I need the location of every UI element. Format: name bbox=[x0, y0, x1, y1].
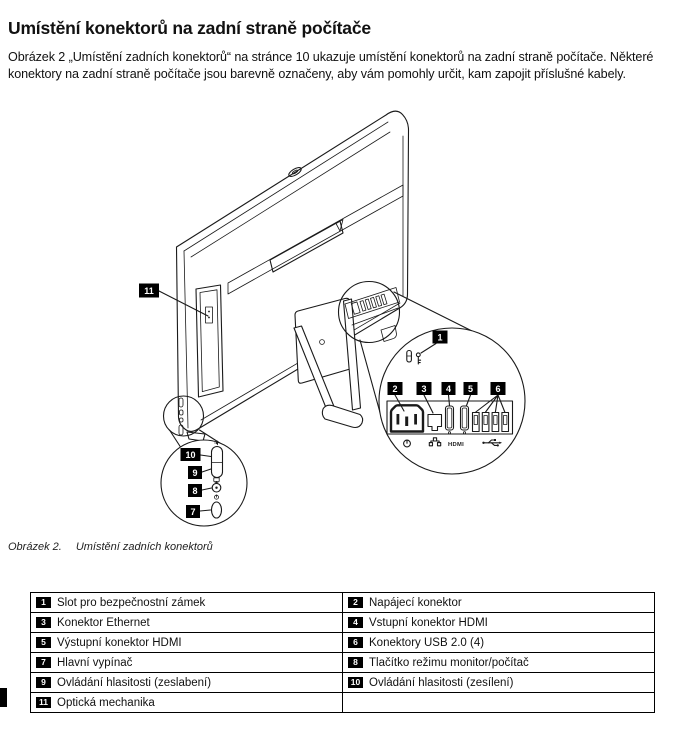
cell-label: Výstupní konektor HDMI bbox=[57, 636, 182, 649]
table-cell-empty bbox=[343, 693, 655, 713]
table-row bbox=[31, 693, 655, 713]
svg-text:8: 8 bbox=[192, 486, 198, 496]
table-cell bbox=[343, 653, 655, 673]
table-cell bbox=[31, 653, 343, 673]
cell-label: Ovládání hlasitosti (zeslabení) bbox=[57, 676, 212, 689]
figure-caption-text: Umístění zadních konektorů bbox=[75, 541, 213, 553]
table-row bbox=[31, 633, 655, 653]
rear-connectors-illustration bbox=[90, 105, 570, 545]
table-cell bbox=[31, 593, 343, 613]
callout-badge: 1 bbox=[36, 597, 51, 608]
svg-text:3: 3 bbox=[421, 384, 427, 394]
callout-badge: 8 bbox=[348, 657, 363, 668]
callout-badge: 11 bbox=[36, 697, 51, 708]
svg-text:7: 7 bbox=[190, 507, 196, 517]
table-cell bbox=[31, 633, 343, 653]
table-cell bbox=[343, 673, 655, 693]
figure-caption-label: Obrázek 2. bbox=[8, 541, 62, 553]
callout-badge: 6 bbox=[348, 637, 363, 648]
callout-badge: 5 bbox=[36, 637, 51, 648]
svg-text:5: 5 bbox=[467, 384, 474, 394]
table-cell bbox=[343, 613, 655, 633]
magnifier-line-top bbox=[394, 292, 473, 332]
svg-text:4: 4 bbox=[445, 384, 452, 394]
callout-badge: 2 bbox=[348, 597, 363, 608]
table-row bbox=[31, 613, 655, 633]
figure-computer-rear-diagram bbox=[90, 105, 570, 545]
table-cell bbox=[343, 633, 655, 653]
cell-label: Tlačítko režimu monitor/počítač bbox=[369, 656, 529, 669]
page-edge-mark bbox=[0, 688, 7, 707]
table-cell bbox=[31, 673, 343, 693]
intro-paragraph: Obrázek 2 „Umístění zadních konektorů“ na stránce 10 ukazuje umístění konektorů na zadní straně počítače. Některé konektory na zadní straně počítače jsou barevně označeny, aby vám pomohly určit, kam zapojit příslušné kabely. bbox=[8, 49, 654, 82]
cell-label: Optická mechanika bbox=[57, 696, 155, 709]
callout-badge: 10 bbox=[348, 677, 363, 688]
svg-text:9: 9 bbox=[192, 468, 198, 478]
table-row bbox=[31, 673, 655, 693]
connector-legend-table bbox=[30, 592, 655, 713]
callout-badge: 4 bbox=[348, 617, 363, 628]
table-row bbox=[31, 653, 655, 673]
hdmi-label: HDMI bbox=[447, 442, 465, 448]
cell-label: Konektor Ethernet bbox=[57, 616, 150, 629]
callout-badge: 7 bbox=[36, 657, 51, 668]
callout-badge: 9 bbox=[36, 677, 51, 688]
table-cell bbox=[343, 593, 655, 613]
table-row bbox=[31, 593, 655, 613]
page-title: Umístění konektorů na zadní straně počítače bbox=[8, 17, 371, 38]
cell-label: Konektory USB 2.0 (4) bbox=[369, 636, 485, 649]
cell-label: Slot pro bezpečnostní zámek bbox=[57, 596, 206, 609]
optical-drive-bay bbox=[196, 285, 223, 397]
svg-text:1: 1 bbox=[437, 332, 443, 343]
cell-label: Hlavní vypínač bbox=[57, 656, 133, 669]
table-cell bbox=[31, 613, 343, 633]
cell-label: Vstupní konektor HDMI bbox=[369, 616, 488, 629]
svg-text:10: 10 bbox=[185, 450, 196, 460]
cell-label: Napájecí konektor bbox=[369, 596, 462, 609]
figure-caption bbox=[8, 541, 213, 553]
connector-panel-magnified-circle bbox=[379, 328, 525, 474]
table-cell bbox=[31, 693, 343, 713]
buttons-magnified-circle bbox=[161, 440, 247, 526]
cell-label: Ovládání hlasitosti (zesílení) bbox=[369, 676, 514, 689]
svg-text:2: 2 bbox=[392, 384, 398, 394]
svg-text:6: 6 bbox=[495, 384, 501, 394]
callout-badge: 3 bbox=[36, 617, 51, 628]
magnifier-line-bottom bbox=[360, 340, 380, 413]
svg-text:11: 11 bbox=[144, 286, 154, 296]
